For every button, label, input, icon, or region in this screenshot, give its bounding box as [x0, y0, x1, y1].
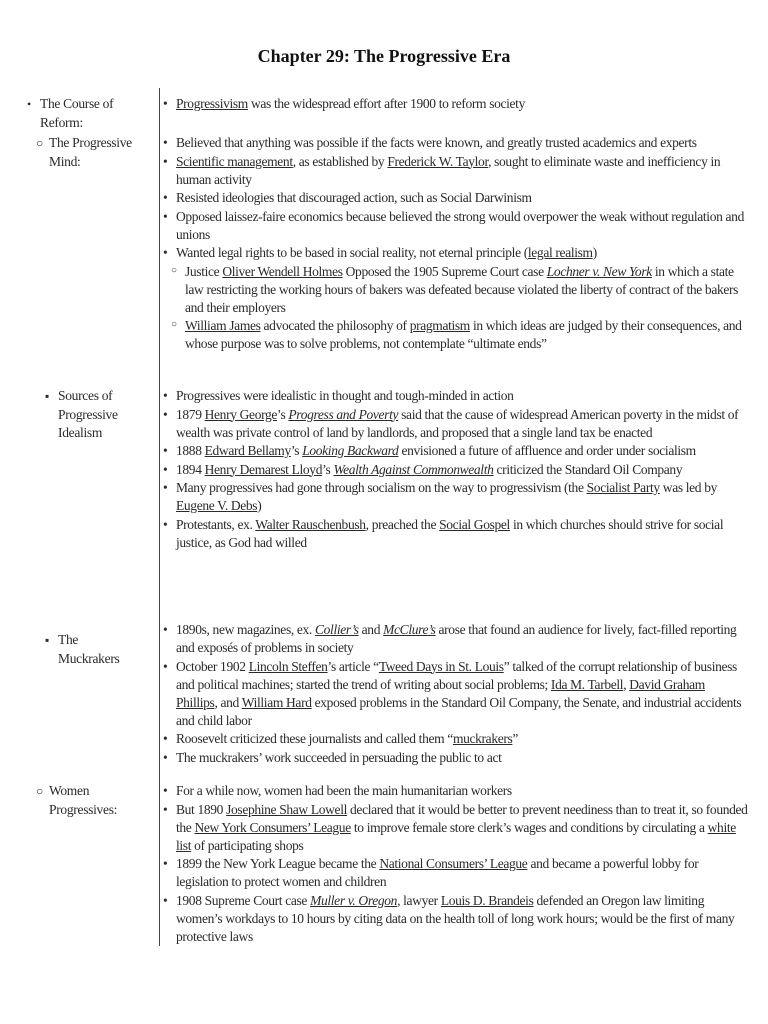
- list-item: [163, 95, 748, 113]
- text-segment: ’s: [322, 461, 334, 477]
- bullet-list: [163, 387, 748, 552]
- list-item: [163, 801, 748, 855]
- text-segment: The muckrakers’ work succeeded in persuading the public to act: [176, 749, 502, 765]
- underlined-term: Progressivism: [176, 96, 248, 111]
- text-segment: Progressives were idealistic in thought and tough-minded in action: [176, 388, 514, 403]
- text-segment: Many progressives had gone through socialism on the way to progressivism (the: [176, 480, 587, 495]
- bullet-icon: •: [163, 749, 168, 765]
- sub-list-item: [171, 317, 748, 353]
- bullet-list: [163, 621, 748, 767]
- text-segment: arose that found an audience for lively, fact-filled reporting and exposés of problems in society: [176, 622, 737, 655]
- text-segment: and became a powerful lobby for legislation to protect women and children: [176, 856, 699, 889]
- text-segment: was led by: [659, 480, 718, 495]
- underlined-term: Edward Bellamy: [204, 443, 291, 458]
- text-segment: For a while now, women had been the main humanitarian workers: [176, 783, 512, 798]
- text-segment: Protestants, ex.: [176, 516, 256, 532]
- text-segment: said that the cause of widespread American poverty in the midst of wealth was private control of land by landlords, and proposed that a single land tax be enacted: [176, 406, 739, 440]
- circle-bullet-icon: ○: [171, 319, 177, 330]
- text-segment: exposed problems in the Standard Oil Company, the Senate, and industrial accidents and child labor: [176, 694, 742, 728]
- text-segment: , as established by: [292, 153, 388, 169]
- bullet-icon: •: [163, 406, 168, 422]
- list-item: [163, 658, 748, 730]
- underlined-term: Louis D. Brandeis: [440, 892, 534, 908]
- list-item: [163, 244, 748, 262]
- text-segment: Justice: [185, 263, 223, 279]
- bullet-icon: •: [163, 135, 168, 150]
- underlined-term: Lochner v. New York: [546, 263, 652, 279]
- square-bullet-icon: ▪: [45, 389, 49, 403]
- circle-bullet-icon: ○: [36, 784, 43, 798]
- text-segment: in which churches should strive for social justice, as God had willed: [176, 516, 724, 550]
- circle-bullet-icon: ○: [171, 264, 177, 276]
- text-segment: 1908 Supreme Court case: [176, 892, 311, 908]
- underlined-term: legal realism: [527, 245, 593, 260]
- list-item: [163, 516, 748, 552]
- bullet-list: [163, 134, 748, 354]
- list-item: [163, 855, 748, 891]
- list-item: [163, 621, 748, 657]
- text-segment: Opposed the 1905 Supreme Court case: [342, 263, 547, 279]
- underlined-term: Josephine Shaw Lowell: [226, 801, 347, 817]
- text-segment: , lawyer: [397, 892, 441, 908]
- bullet-icon: •: [163, 153, 168, 169]
- text-segment: , preached the: [365, 516, 440, 532]
- circle-bullet-icon: ○: [36, 136, 43, 150]
- sub-list-item: [171, 263, 748, 317]
- bullet-icon: •: [163, 783, 168, 798]
- text-segment: ’s: [290, 443, 303, 458]
- section-label: [36, 134, 154, 171]
- list-item: [163, 730, 748, 748]
- text-segment: 1899 the New York League became the: [176, 856, 380, 871]
- text-segment: ” talked of the corrupt relationship of business and political machines; started the trend of writing about social problems;: [176, 658, 737, 692]
- underlined-term: New York Consumers’ League: [194, 819, 351, 835]
- page-title: Chapter 29: The Progressive Era: [257, 46, 511, 66]
- bullet-icon: •: [163, 443, 168, 458]
- text-segment: to improve female store clerk’s wages and conditions by circulating a: [350, 819, 708, 835]
- bullet-icon: •: [163, 96, 168, 111]
- list-item: [163, 208, 748, 244]
- list-item: [163, 782, 748, 800]
- section-label: [45, 387, 148, 443]
- column-divider: [159, 88, 160, 946]
- text-segment: Believed that anything was possible if the facts were known, and greatly trusted academics and experts: [176, 135, 697, 150]
- underlined-term: Looking Backward: [302, 443, 399, 458]
- bullet-icon: •: [163, 480, 168, 495]
- bullet-icon: •: [163, 461, 168, 477]
- section-label: [36, 782, 139, 819]
- text-segment: of participating shops: [191, 837, 304, 853]
- list-item: [163, 406, 748, 442]
- underlined-term: Oliver Wendell Holmes: [222, 263, 343, 279]
- bullet-icon: •: [163, 190, 168, 205]
- text-segment: 1888: [176, 443, 205, 458]
- underlined-term: Tweed Days in St. Louis: [378, 658, 504, 674]
- label-text: The Course of Reform:: [40, 96, 114, 130]
- underlined-term: McClure’s: [383, 622, 436, 637]
- text-segment: ’s: [277, 406, 289, 422]
- underlined-term: Frederick W. Taylor: [387, 153, 489, 169]
- text-segment: advocated the philosophy of: [260, 318, 410, 333]
- underlined-term: Progress and Poverty: [288, 406, 399, 422]
- text-segment: in which a state law restricting the working hours of bakers was defeated because violated the liberty of contract of the bakers and their employers: [185, 263, 739, 315]
- text-segment: was the widespread effort after 1900 to reform society: [247, 96, 525, 111]
- underlined-term: Walter Rauschenbush: [255, 516, 366, 532]
- underlined-term: muckrakers: [452, 731, 513, 746]
- text-segment: Roosevelt criticized these journalists and called them “: [176, 731, 453, 746]
- text-segment: , and: [214, 694, 242, 710]
- underlined-term: William James: [185, 318, 261, 333]
- underlined-term: David Graham Phillips: [176, 676, 705, 710]
- text-segment: ): [257, 498, 262, 513]
- underlined-term: Muller v. Oregon: [310, 892, 398, 908]
- list-item: [163, 153, 748, 189]
- bullet-icon: •: [163, 856, 168, 871]
- text-segment: 1890s, new magazines, ex.: [176, 622, 315, 637]
- text-segment: But 1890: [176, 801, 227, 817]
- text-segment: 1879: [176, 406, 205, 422]
- text-segment: ’s article “: [327, 658, 379, 674]
- label-text: The Muckrakers: [58, 632, 120, 666]
- underlined-term: Eugene V. Debs: [176, 498, 258, 513]
- underlined-term: white list: [176, 819, 736, 853]
- text-segment: 1894: [176, 461, 205, 477]
- underlined-term: Henry Demarest Lloyd: [204, 461, 323, 477]
- text-segment: envisioned a future of affluence and order under socialism: [398, 443, 696, 458]
- list-item: [163, 461, 748, 479]
- underlined-term: Lincoln Steffen: [248, 658, 328, 674]
- bullet-icon: •: [27, 97, 31, 111]
- underlined-term: Wealth Against Commonwealth: [333, 461, 494, 477]
- list-item: [163, 442, 748, 460]
- text-segment: and: [358, 622, 384, 637]
- text-segment: , sought to eliminate waste and inefficiency in human activity: [176, 153, 721, 187]
- underlined-term: Collier’s: [315, 622, 359, 637]
- label-text: Sources of Progressive Idealism: [58, 388, 118, 440]
- list-item: [163, 134, 748, 152]
- square-bullet-icon: ▪: [45, 633, 49, 647]
- text-segment: Opposed laissez-faire economics because believed the strong would overpower the weak without regulation and unions: [176, 208, 744, 242]
- bullet-icon: •: [163, 622, 168, 637]
- bullet-icon: •: [163, 388, 168, 403]
- bullet-icon: •: [163, 658, 168, 674]
- text-segment: ,: [623, 676, 630, 692]
- bullet-list: [163, 782, 748, 946]
- bullet-icon: •: [163, 892, 168, 908]
- list-item: [163, 189, 748, 207]
- list-item: [163, 387, 748, 405]
- text-segment: Wanted legal rights to be based in social reality, not eternal principle (: [176, 245, 528, 260]
- label-text: Women Progressives:: [49, 783, 118, 817]
- text-segment: October 1902: [176, 658, 249, 674]
- underlined-term: Ida M. Tarbell: [550, 676, 624, 692]
- underlined-term: Scientific management: [176, 153, 293, 169]
- bullet-list: [163, 95, 748, 114]
- underlined-term: William Hard: [241, 694, 312, 710]
- text-segment: defended an Oregon law limiting women’s workdays to 10 hours by citing data on the health toll of long work hours; would be the first of many protective laws: [176, 892, 735, 944]
- bullet-icon: •: [163, 731, 168, 746]
- text-segment: ”: [512, 731, 519, 746]
- underlined-term: Socialist Party: [586, 480, 660, 495]
- underlined-term: National Consumers’ League: [379, 856, 528, 871]
- text-segment: in which ideas are judged by their consequences, and whose purpose was to solve problems, not contemplate “ultimate ends”: [185, 318, 742, 351]
- text-segment: declared that it would be better to prevent neediness than to treat it, so founded the: [176, 801, 748, 835]
- text-segment: Resisted ideologies that discouraged action, such as Social Darwinism: [176, 190, 532, 205]
- label-text: The Progressive Mind:: [49, 135, 132, 169]
- bullet-icon: •: [163, 516, 168, 532]
- bullet-icon: •: [163, 208, 168, 224]
- bullet-icon: •: [163, 801, 168, 817]
- list-item: [163, 892, 748, 946]
- underlined-term: Social Gospel: [439, 516, 510, 532]
- list-item: [163, 479, 748, 515]
- underlined-term: Henry George: [204, 406, 278, 422]
- section-label: [27, 95, 140, 132]
- list-item: [163, 749, 748, 767]
- underlined-term: pragmatism: [409, 318, 470, 333]
- text-segment: ): [592, 245, 597, 260]
- section-label: [45, 631, 138, 668]
- bullet-icon: •: [163, 245, 168, 260]
- text-segment: criticized the Standard Oil Company: [493, 461, 683, 477]
